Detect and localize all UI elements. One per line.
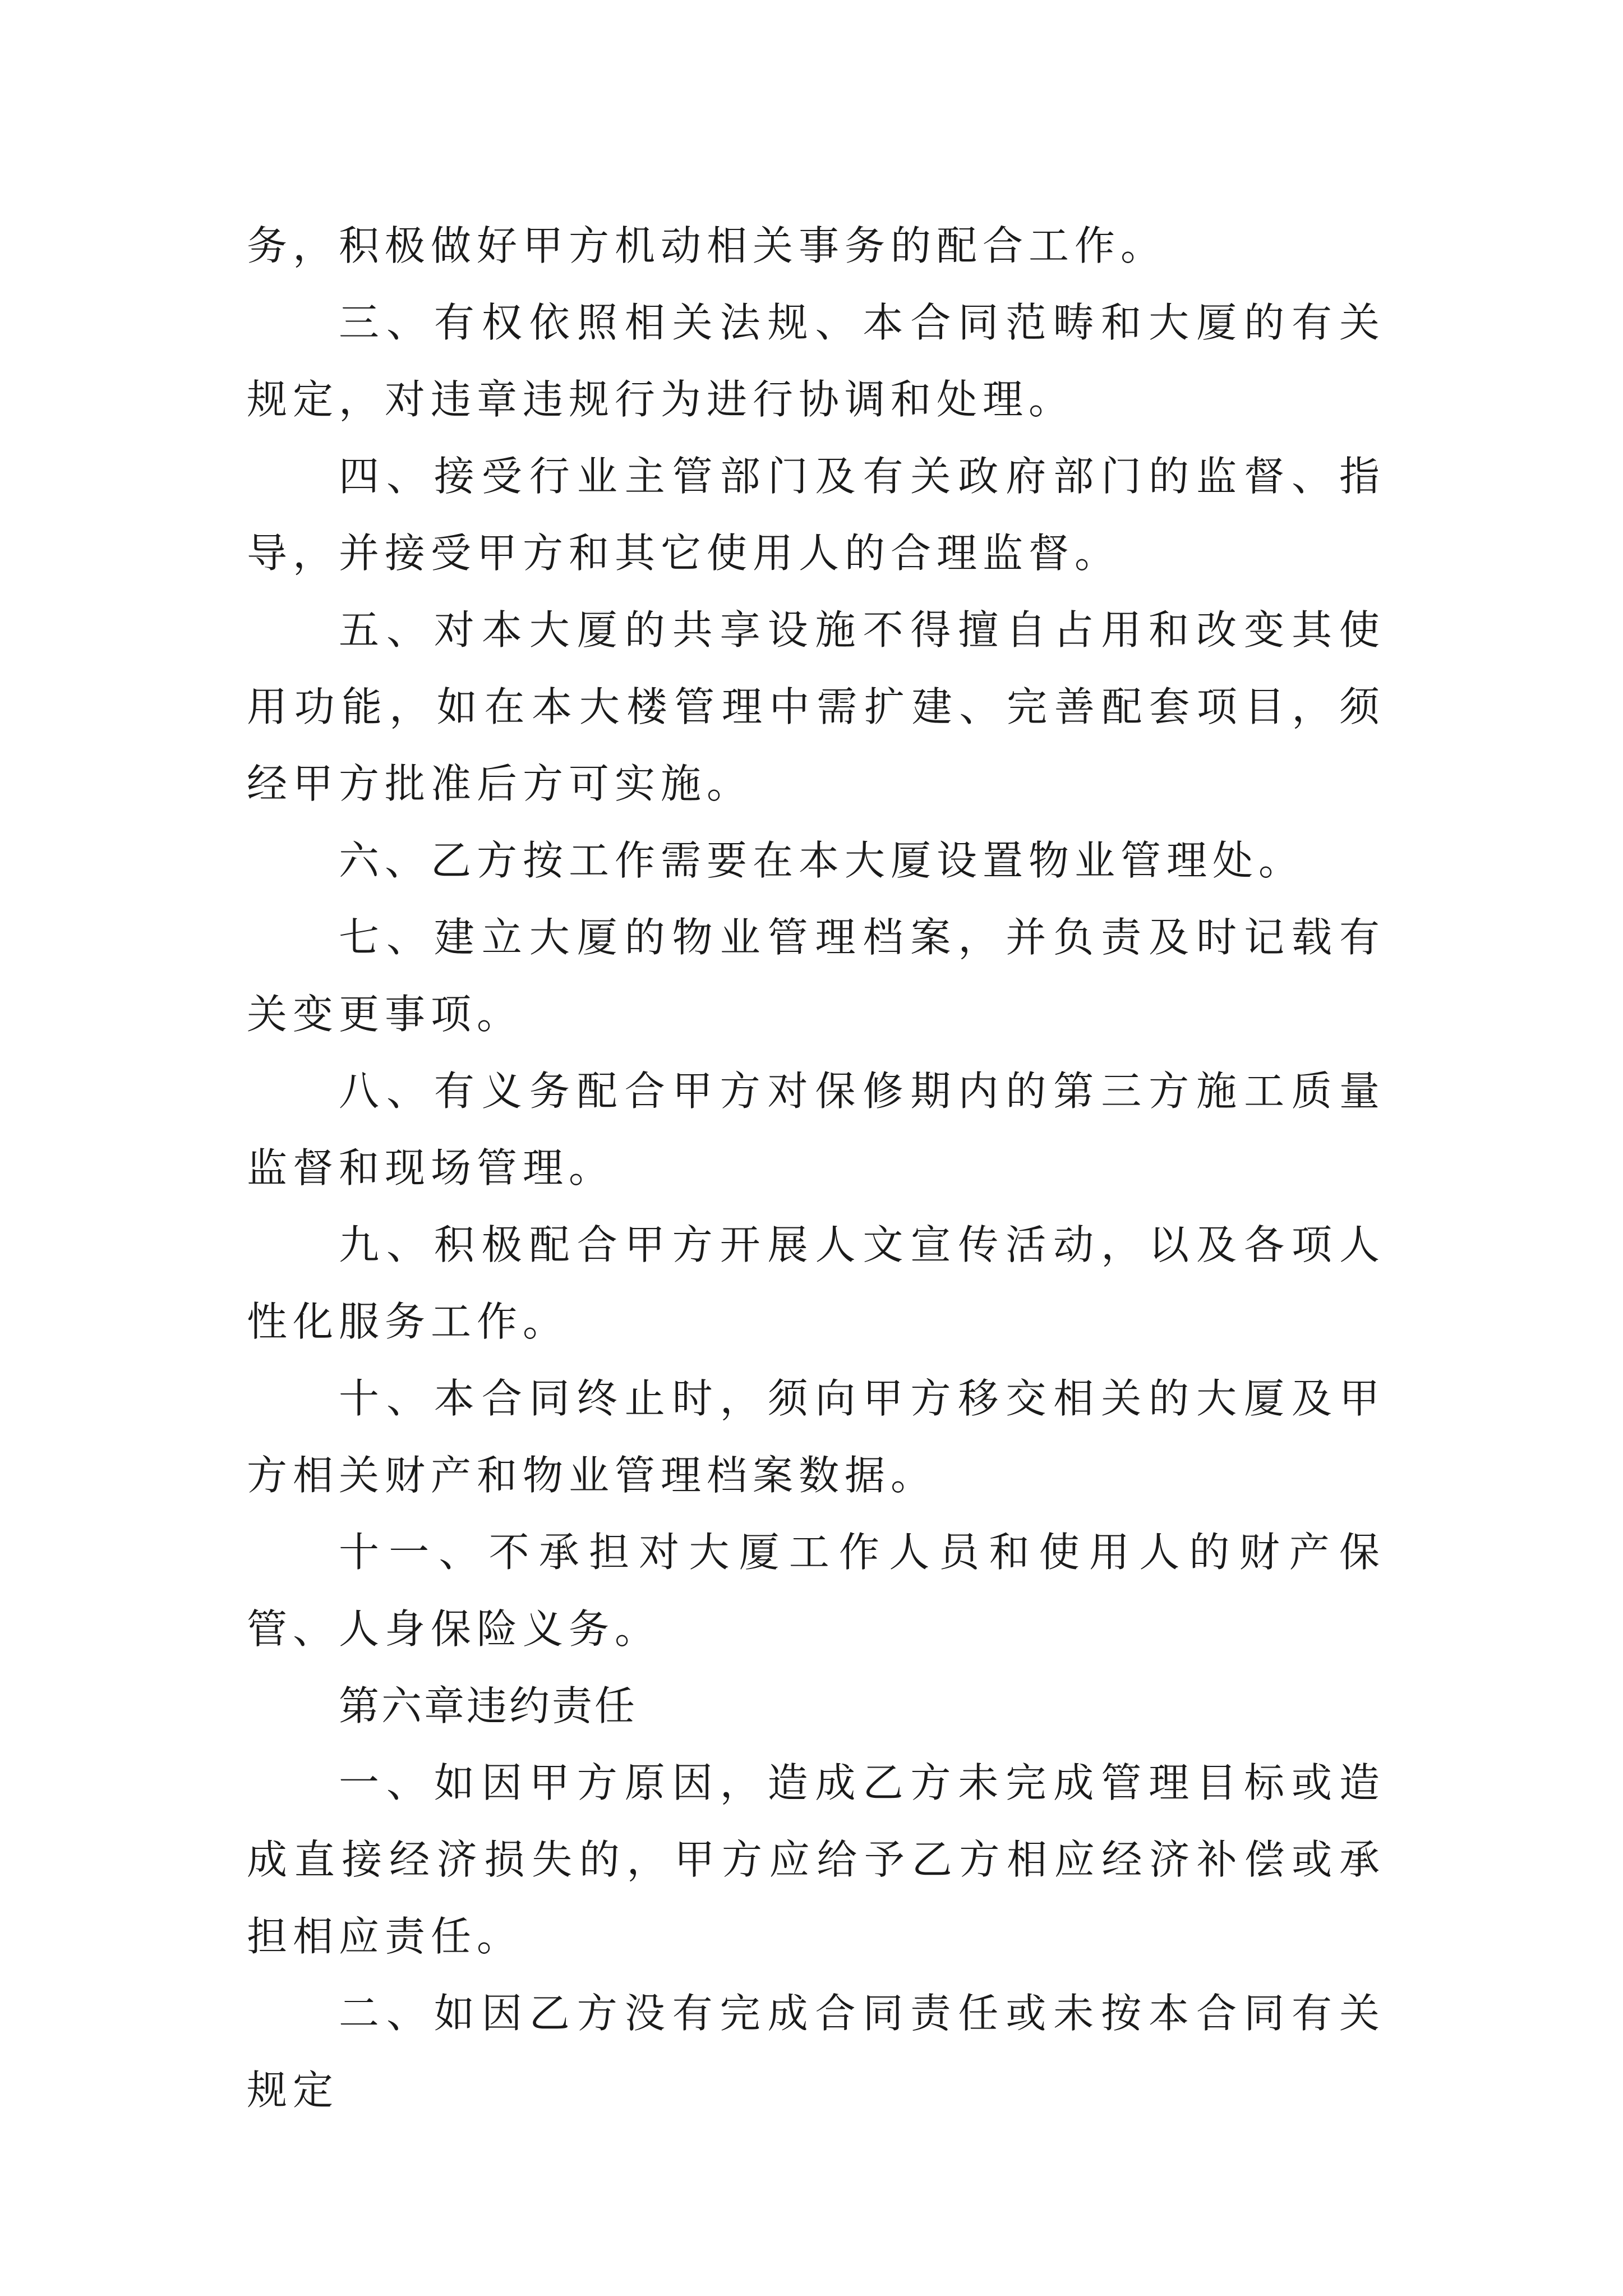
paragraph-clause-11: 十一、不承担对大厦工作人员和使用人的财产保管、人身保险义务。 [247, 1529, 1385, 1653]
paragraph-breach-2: 二、如因乙方没有完成合同责任或未按本合同有关规定 [247, 1990, 1385, 2114]
paragraph-clause-4: 四、接受行业主管部门及有关政府部门的监督、指导，并接受甲方和其它使用人的合理监督。 [247, 453, 1385, 577]
paragraph-clause-5: 五、对本大厦的共享设施不得擅自占用和改变其使用功能，如在本大楼管理中需扩建、完善配套项目，须经甲方批准后方可实施。 [247, 606, 1385, 807]
paragraph-continuation: 务，积极做好甲方机动相关事务的配合工作。 [247, 222, 1167, 269]
paragraph-breach-1: 一、如因甲方原因，造成乙方未完成管理目标或造成直接经济损失的，甲方应给予乙方相应经济补偿或承担相应责任。 [247, 1759, 1385, 1960]
paragraph-clause-6: 六、乙方按工作需要在本大厦设置物业管理处。 [339, 837, 1305, 884]
chapter-heading: 第六章违约责任 [339, 1682, 638, 1729]
paragraph-clause-9: 九、积极配合甲方开展人文宣传活动，以及各项人性化服务工作。 [247, 1221, 1385, 1345]
paragraph-clause-3: 三、有权依照相关法规、本合同范畴和大厦的有关规定，对违章违规行为进行协调和处理。 [247, 299, 1385, 423]
paragraph-clause-8: 八、有义务配合甲方对保修期内的第三方施工质量监督和现场管理。 [247, 1068, 1385, 1191]
paragraph-clause-10: 十、本合同终止时，须向甲方移交相关的大厦及甲方相关财产和物业管理档案数据。 [247, 1375, 1385, 1499]
paragraph-clause-7: 七、建立大厦的物业管理档案，并负责及时记载有关变更事项。 [247, 914, 1385, 1038]
document-page [247, 208, 1385, 2129]
